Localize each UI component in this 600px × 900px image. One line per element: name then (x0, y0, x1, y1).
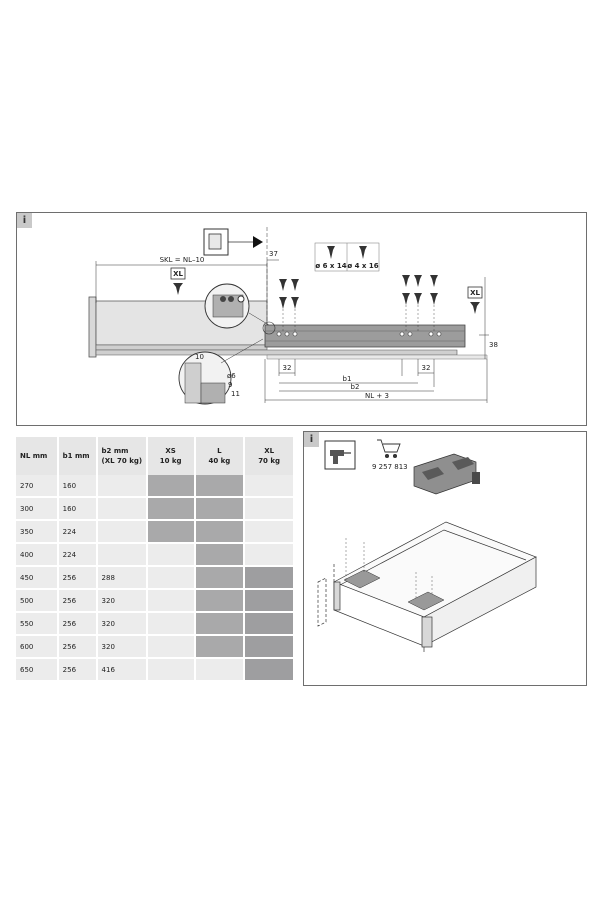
capacity-indicator-cell (147, 612, 195, 635)
table-cell: 256 (58, 658, 97, 681)
table-row (16, 566, 294, 589)
table-cell: 416 (97, 658, 147, 681)
table-cell: 288 (97, 566, 147, 589)
screw-icon (173, 283, 183, 295)
slide-installation-drawing (17, 213, 588, 427)
b2-label: b2 (350, 383, 360, 391)
capacity-indicator-cell (195, 658, 245, 681)
table-cell: 320 (97, 635, 147, 658)
capacity-indicator-cell (195, 566, 245, 589)
column-header: NL mm (16, 437, 58, 475)
capacity-indicator-cell (195, 589, 245, 612)
table-cell: 450 (16, 566, 58, 589)
table-cell: 650 (16, 658, 58, 681)
table-cell (97, 543, 147, 566)
table-row (16, 635, 294, 658)
table-cell: 350 (16, 520, 58, 543)
capacity-indicator-cell (244, 566, 294, 589)
table-cell: 400 (16, 543, 58, 566)
capacity-indicator-cell (195, 475, 245, 497)
capacity-indicator-cell (195, 612, 245, 635)
table-cell: 320 (97, 589, 147, 612)
capacity-indicator-cell (195, 543, 245, 566)
capacity-indicator-cell (244, 475, 294, 497)
drawer-assembly-drawing (304, 432, 588, 687)
screw-size-label: ø 4 x 16 (347, 262, 379, 270)
capacity-indicator-cell (147, 475, 195, 497)
table-cell (97, 520, 147, 543)
screw-group-left (279, 279, 299, 309)
dim-11-label: 11 (231, 390, 240, 398)
table-row (16, 612, 294, 635)
dim-38-label: 38 (489, 341, 498, 349)
capacity-indicator-cell (147, 520, 195, 543)
table-row (16, 497, 294, 520)
table-cell: 256 (58, 635, 97, 658)
dim-32-label: 32 (421, 364, 431, 372)
runner-rail (96, 350, 457, 355)
table-cell: 300 (16, 497, 58, 520)
capacity-indicator-cell (195, 520, 245, 543)
xl-tag-label: XL (470, 289, 480, 297)
table-cell: 320 (97, 612, 147, 635)
column-header: XS 10 kg (147, 437, 195, 475)
capacity-indicator-cell (244, 589, 294, 612)
table-cell: 256 (58, 589, 97, 612)
capacity-indicator-cell (195, 497, 245, 520)
cart-icon (377, 440, 400, 458)
table-cell: 224 (58, 543, 97, 566)
table-row (16, 658, 294, 681)
bracket-part (414, 454, 480, 494)
capacity-indicator-cell (147, 635, 195, 658)
table-cell: 160 (58, 497, 97, 520)
table-cell: 500 (16, 589, 58, 612)
screw-size-label: ø 6 x 14 (315, 262, 347, 270)
table-cell: 600 (16, 635, 58, 658)
column-header: b1 mm (58, 437, 97, 475)
skl-label: SKL = NL–10 (159, 256, 205, 264)
table-row (16, 543, 294, 566)
capacity-indicator-cell (244, 658, 294, 681)
table-cell: 256 (58, 566, 97, 589)
table-row (16, 475, 294, 497)
dim-37-label: 37 (269, 250, 278, 258)
capacity-indicator-cell (147, 566, 195, 589)
table-cell: 256 (58, 612, 97, 635)
table-cell (97, 497, 147, 520)
info-badge: i (17, 213, 32, 228)
table-cell: 270 (16, 475, 58, 497)
dim-6-label: ø6 (227, 372, 236, 380)
capacity-indicator-cell (244, 612, 294, 635)
capacity-indicator-cell (147, 658, 195, 681)
table-row (16, 589, 294, 612)
capacity-indicator-cell (147, 497, 195, 520)
screw-legend (315, 243, 379, 271)
dim-10-label: 10 (195, 353, 204, 361)
table-header-row (16, 437, 294, 475)
table-cell (97, 475, 147, 497)
capacity-indicator-cell (244, 543, 294, 566)
load-capacity-table (16, 437, 295, 682)
drawer-box (318, 522, 536, 652)
capacity-indicator-cell (147, 543, 195, 566)
assembly-diagram-panel (303, 431, 587, 686)
table-cell: 160 (58, 475, 97, 497)
screw-group-right (402, 275, 438, 305)
arrow-icon (253, 236, 263, 248)
cabinet-side-panel (89, 297, 96, 357)
capacity-indicator-cell (244, 520, 294, 543)
table-cell: 550 (16, 612, 58, 635)
table-row (16, 520, 294, 543)
dim-9-label: 9 (228, 381, 233, 389)
column-header: L 40 kg (195, 437, 245, 475)
info-badge: i (304, 432, 319, 447)
nl-plus-3-label: NL + 3 (365, 392, 389, 400)
dim-32-label: 32 (282, 364, 292, 372)
xl-tag-label: XL (173, 270, 183, 278)
part-number: 9 257 813 (372, 463, 408, 471)
capacity-indicator-cell (244, 497, 294, 520)
b1-label: b1 (342, 375, 352, 383)
capacity-indicator-cell (195, 635, 245, 658)
screw-icon (470, 302, 480, 314)
capacity-indicator-cell (244, 635, 294, 658)
capacity-indicator-cell (147, 589, 195, 612)
column-header: XL 70 kg (244, 437, 294, 475)
table-cell: 224 (58, 520, 97, 543)
column-header: b2 mm (XL 70 kg) (97, 437, 147, 475)
installation-diagram-panel (16, 212, 587, 426)
